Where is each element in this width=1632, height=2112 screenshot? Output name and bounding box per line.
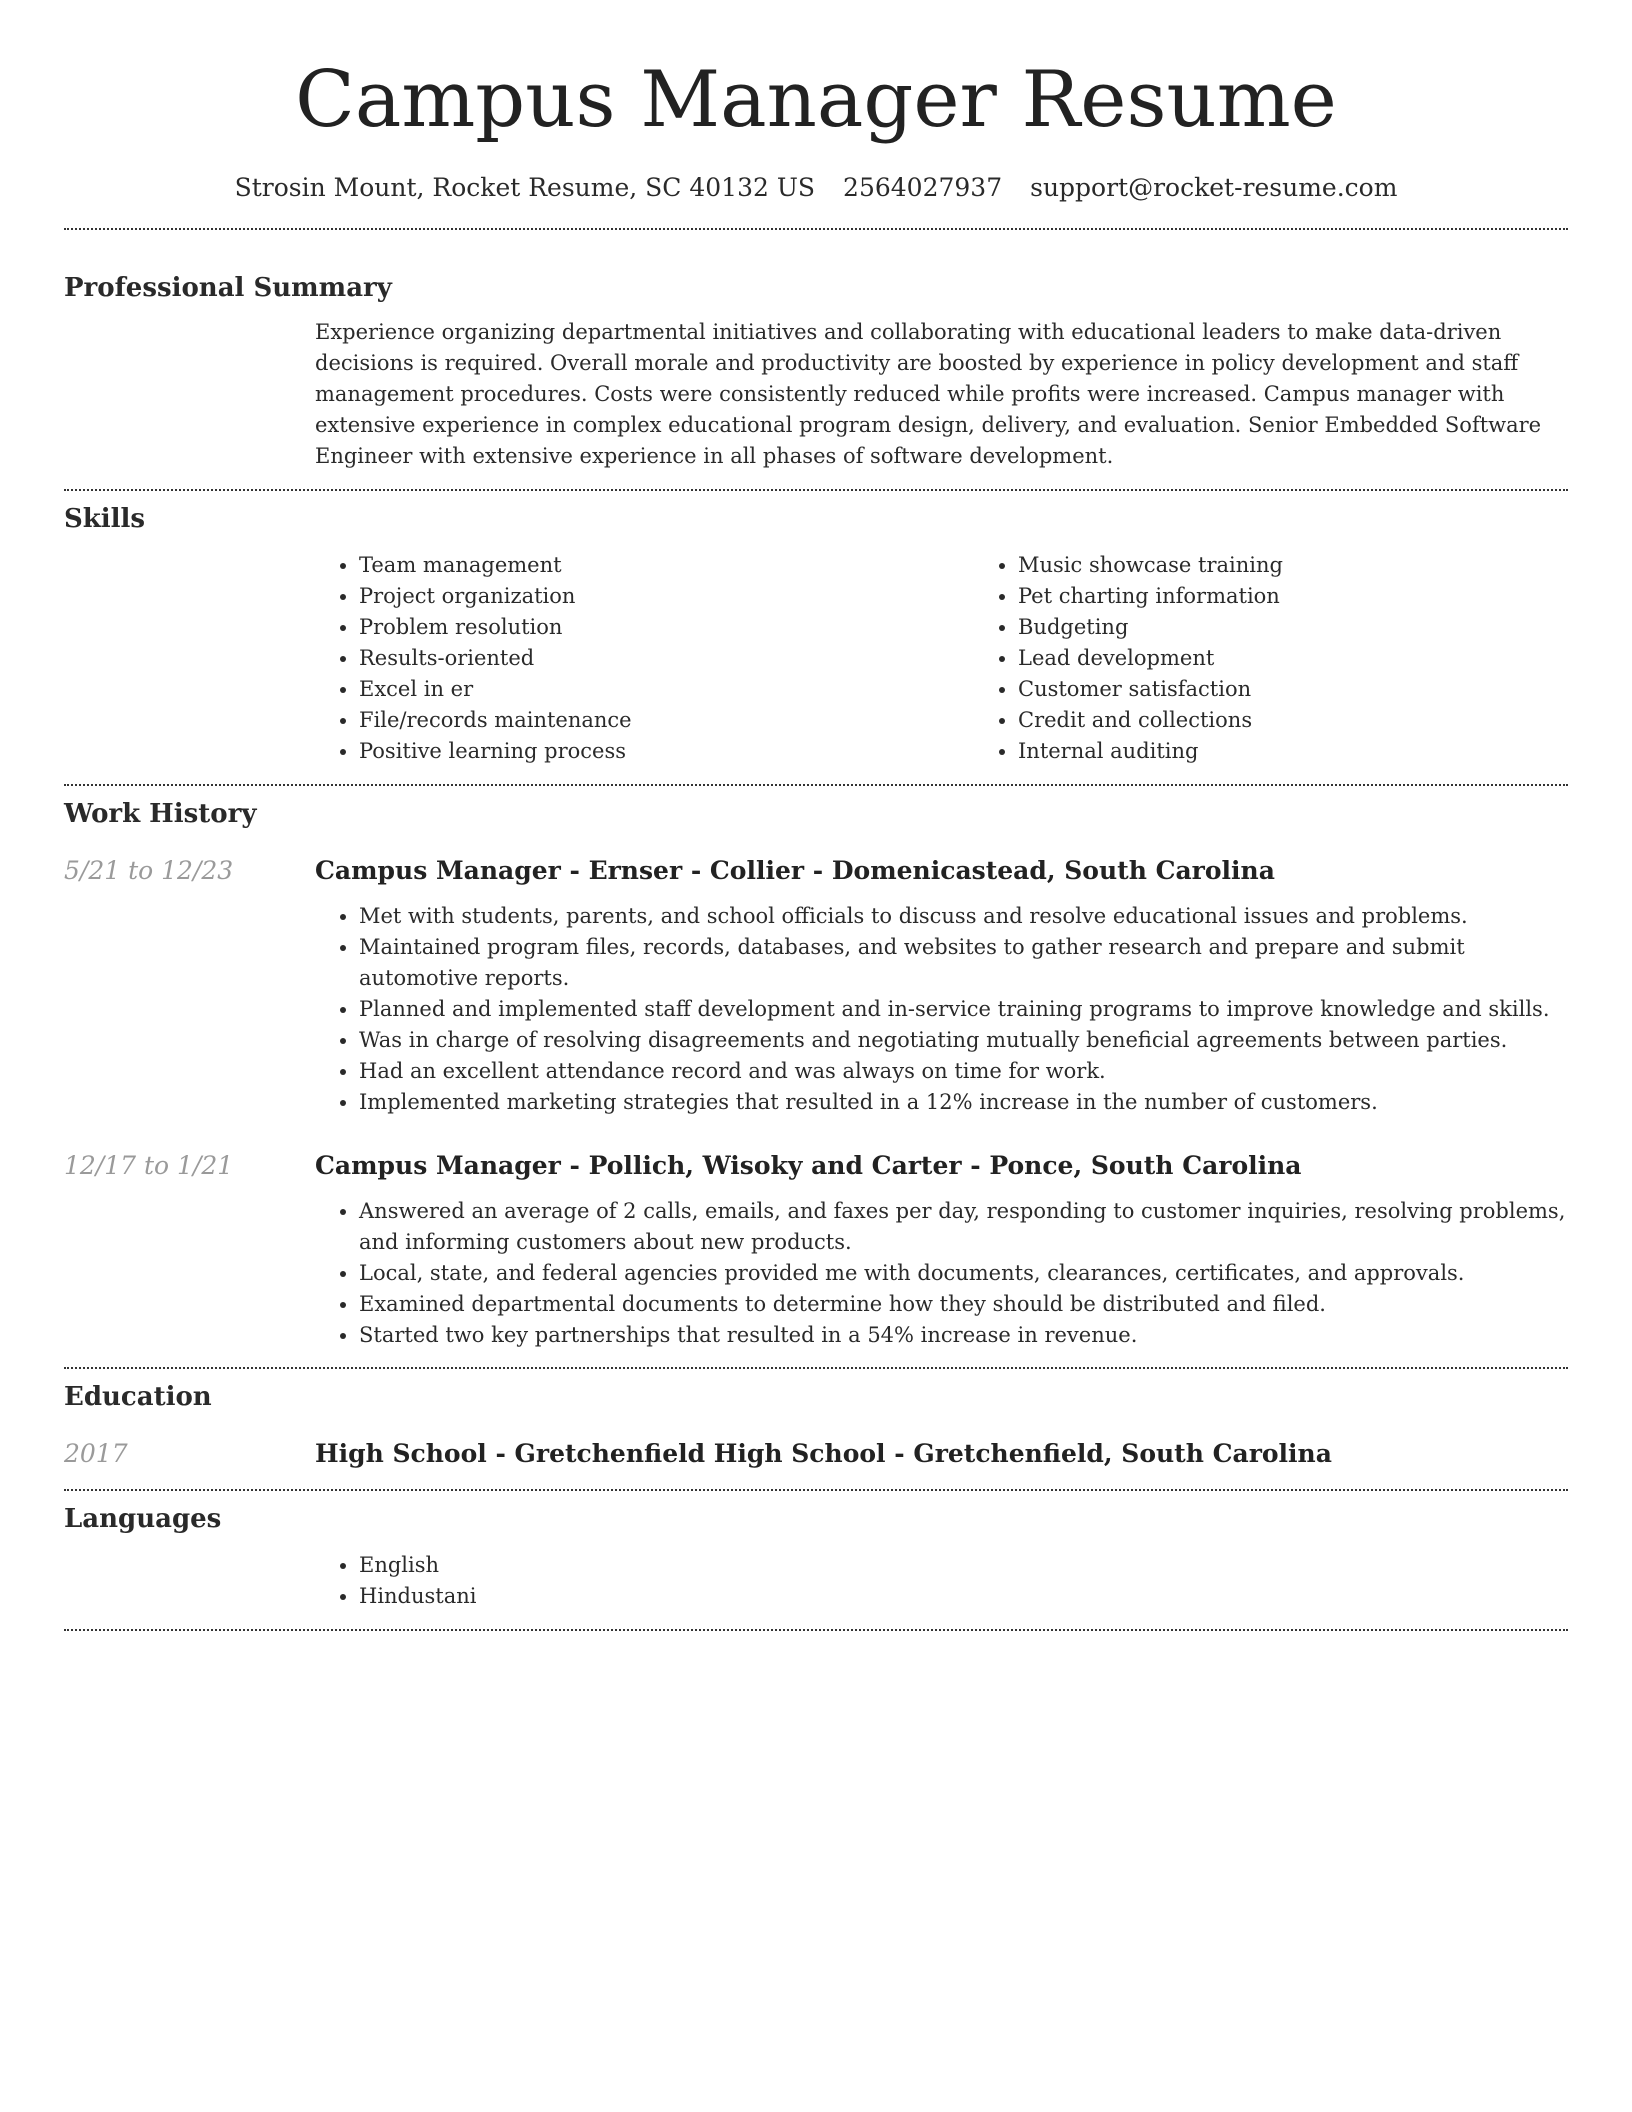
job-bullet: • Met with students, parents, and school officials to discuss and resolve educational issues and problems. [359, 901, 1568, 932]
job-bullet: • Implemented marketing strategies that resulted in a 12% increase in the number of customers. [359, 1087, 1568, 1118]
skill-item: • Positive learning process [359, 736, 974, 767]
skills-heading: Skills [64, 504, 146, 534]
job-bullet: • Was in charge of resolving disagreements and negotiating mutually beneficial agreements between parties. [359, 1025, 1568, 1056]
languages-heading: Languages [64, 1504, 222, 1534]
summary-heading: Professional Summary [64, 273, 392, 303]
summary-text: Experience organizing departmental initiatives and collaborating with educational leaders to make data-driven decisions is required. Overall morale and productivity are boosted by experience in policy development and staff management procedures. Costs were consistently reduced while profits were increased. Campus manager with extensive experience in complex educational program design, delivery, and evaluation. Senior Embedded Software Engineer with extensive experience in all phases of software development. [315, 320, 1542, 468]
contact-phone: 2564027937 [843, 173, 1003, 202]
job-bullet: • Started two key partnerships that resulted in a 54% increase in revenue. [359, 1320, 1568, 1351]
section-divider [64, 489, 1568, 491]
skill-item: • Results-oriented [359, 643, 974, 674]
education-degree: High School - Gretchenfield High School - Gretchenfield, South Carolina [315, 1439, 1332, 1468]
job-bullet: • Planned and implemented staff development and in-service training programs to improve knowledge and skills. [359, 994, 1568, 1025]
skill-item: • Budgeting [1018, 612, 1632, 643]
skill-item: • File/records maintenance [359, 705, 974, 736]
job-entry [64, 855, 1568, 1118]
skills-list-right [974, 550, 1632, 767]
section-divider [64, 784, 1568, 786]
languages-section [64, 1550, 1568, 1612]
skills-list-left [315, 550, 974, 767]
contact-line [64, 172, 1568, 204]
skill-item: • Team management [359, 550, 974, 581]
section-divider [64, 1489, 1568, 1491]
job-bullet: • Local, state, and federal agencies provided me with documents, clearances, certificates, and approvals. [359, 1258, 1568, 1289]
contact-address: Strosin Mount, Rocket Resume, SC 40132 US [234, 173, 816, 202]
skill-item: • Customer satisfaction [1018, 674, 1632, 705]
skill-item: • Music showcase training [1018, 550, 1632, 581]
section-divider [64, 1629, 1568, 1631]
job-bullet: • Answered an average of 2 calls, emails, and faxes per day, responding to customer inquiries, resolving problems, and informing customers about new products. [359, 1196, 1568, 1258]
education-heading: Education [64, 1382, 212, 1412]
education-year: 2017 [64, 1439, 128, 1468]
skill-item: • Excel in er [359, 674, 974, 705]
section-divider [64, 228, 1568, 230]
job-bullets [315, 901, 1568, 1118]
job-bullet: • Examined departmental documents to determine how they should be distributed and filed. [359, 1289, 1568, 1320]
skill-item: • Credit and collections [1018, 705, 1632, 736]
skill-item: • Project organization [359, 581, 974, 612]
summary-section [64, 317, 1568, 472]
contact-email: support@rocket-resume.com [1030, 173, 1398, 202]
skill-item: • Problem resolution [359, 612, 974, 643]
resume-page [64, 0, 1568, 1631]
skills-section [64, 550, 1568, 767]
language-item: • Hindustani [359, 1581, 1568, 1612]
job-title: Campus Manager - Ernser - Collier - Domenicastead, South Carolina [315, 856, 1275, 885]
skill-item: • Pet charting information [1018, 581, 1632, 612]
work-history-heading: Work History [64, 799, 257, 829]
education-entry [64, 1438, 1568, 1470]
resume-header [64, 0, 1568, 204]
language-item: • English [359, 1550, 1568, 1581]
job-bullets [315, 1196, 1568, 1351]
languages-list [315, 1550, 1568, 1612]
job-bullet: • Had an excellent attendance record and was always on time for work. [359, 1056, 1568, 1087]
section-divider [64, 1367, 1568, 1369]
job-dates: 5/21 to 12/23 [64, 856, 234, 885]
job-bullet: • Maintained program files, records, databases, and websites to gather research and prepare and submit automotive reports. [359, 932, 1568, 994]
job-title: Campus Manager - Pollich, Wisoky and Carter - Ponce, South Carolina [315, 1151, 1302, 1180]
job-entry [64, 1150, 1568, 1351]
skill-item: • Lead development [1018, 643, 1632, 674]
skill-item: • Internal auditing [1018, 736, 1632, 767]
resume-title: Campus Manager Resume [295, 55, 1337, 145]
job-dates: 12/17 to 1/21 [64, 1151, 234, 1180]
